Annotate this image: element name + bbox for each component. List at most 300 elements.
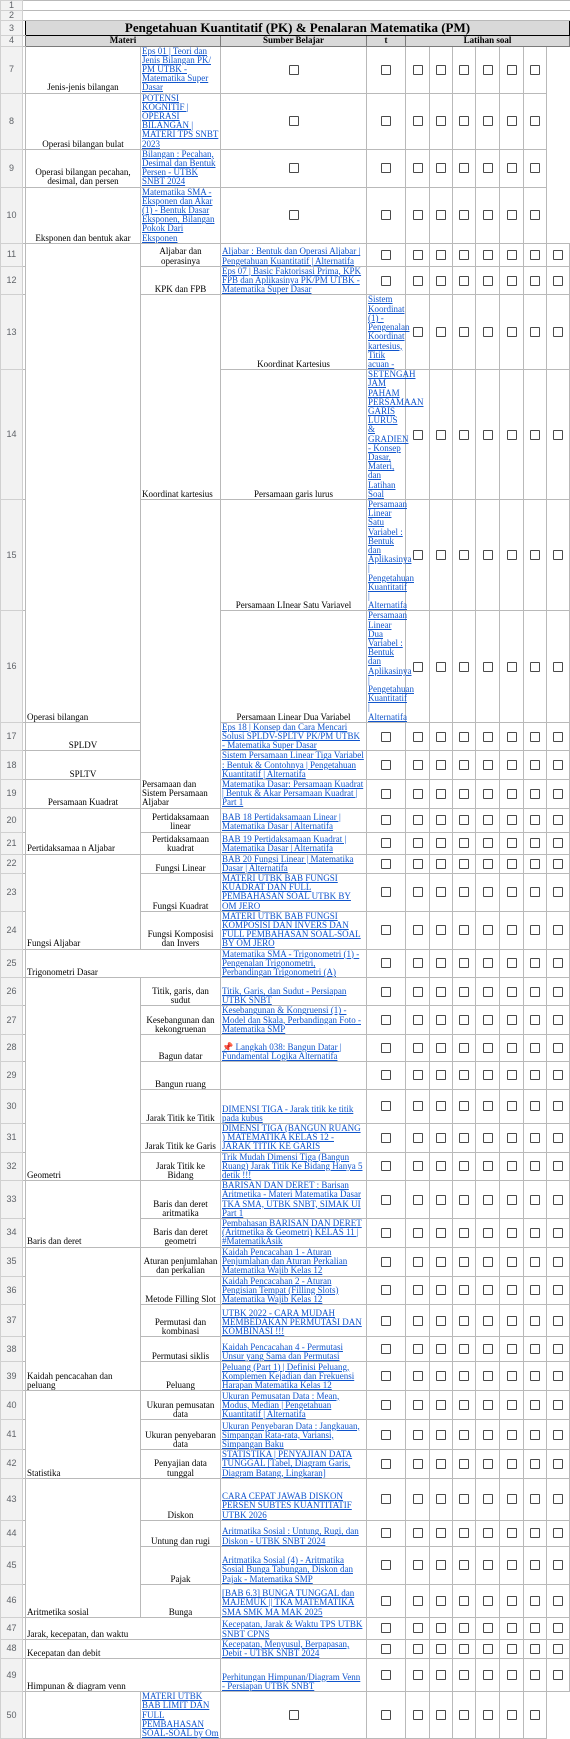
practice-checkbox-cell[interactable] [430, 874, 453, 912]
practice-checkbox-cell[interactable] [500, 1218, 524, 1247]
practice-checkbox-cell[interactable] [547, 1337, 570, 1362]
practice-checkbox-cell[interactable] [500, 1276, 524, 1305]
practice-checkbox-cell[interactable] [476, 1276, 500, 1305]
done-checkbox-cell[interactable] [367, 243, 406, 266]
practice-checkbox-cell[interactable] [453, 874, 476, 912]
practice-checkbox-cell[interactable] [500, 1034, 524, 1061]
practice-checkbox-cell[interactable] [406, 1247, 430, 1276]
practice-checkbox-cell[interactable] [500, 911, 524, 949]
checkbox[interactable] [413, 760, 423, 770]
checkbox[interactable] [413, 1623, 423, 1633]
practice-checkbox-cell[interactable] [524, 187, 547, 243]
practice-checkbox-cell[interactable] [453, 1520, 476, 1546]
checkbox[interactable] [459, 1623, 469, 1633]
subtopic-cell[interactable]: Operasi bilangan bulat [26, 93, 141, 149]
practice-checkbox-cell[interactable] [430, 1305, 453, 1337]
practice-checkbox-cell[interactable] [453, 1692, 476, 1739]
practice-checkbox-cell[interactable] [547, 780, 570, 809]
practice-checkbox-cell[interactable] [453, 722, 476, 751]
checkbox[interactable] [553, 1670, 563, 1680]
checkbox[interactable] [413, 987, 423, 997]
checkbox[interactable] [436, 1195, 446, 1205]
practice-checkbox-cell[interactable] [547, 808, 570, 832]
practice-checkbox-cell[interactable] [500, 1584, 524, 1617]
practice-checkbox-cell[interactable] [524, 1276, 547, 1305]
checkbox[interactable] [436, 430, 446, 440]
checkbox[interactable] [553, 276, 563, 286]
practice-checkbox-cell[interactable] [524, 611, 547, 722]
practice-checkbox-cell[interactable] [476, 295, 500, 370]
source-link[interactable]: Kaidah Pencacahan 1 - Aturan Penjumlahan dan Aturan Perkalian Matematika Wajib Kelas 12 [222, 1246, 348, 1276]
source-cell[interactable] [221, 832, 367, 854]
source-link[interactable]: CARA CEPAT JAWAB DISKON PERSEN SUBTES KUANTITATIF UTBK 2026 [222, 1491, 352, 1520]
practice-checkbox-cell[interactable] [476, 499, 500, 610]
checkbox[interactable] [507, 1560, 517, 1570]
checkbox[interactable] [483, 958, 493, 968]
checkbox[interactable] [553, 550, 563, 560]
source-cell[interactable] [221, 874, 367, 912]
checkbox[interactable] [507, 887, 517, 897]
checkbox[interactable] [413, 250, 423, 260]
checkbox[interactable] [483, 925, 493, 935]
checkbox[interactable] [507, 1596, 517, 1606]
source-cell[interactable] [221, 780, 367, 809]
source-link[interactable]: Matematika SMA - Trigonometri (1) - Pengenalan Trigonometri, Perbandingan Trigonometri (A) [222, 948, 360, 978]
practice-checkbox-cell[interactable] [406, 266, 430, 295]
practice-checkbox-cell[interactable] [476, 1617, 500, 1639]
checkbox[interactable] [459, 1101, 469, 1111]
checkbox[interactable] [413, 116, 423, 126]
source-link[interactable]: Peluang (Part 1) | Definisi Peluang, Komplemen Kejadian dan Frekuensi Harapan Matematika Kelas 12 [222, 1361, 355, 1390]
practice-checkbox-cell[interactable] [547, 370, 570, 500]
checkbox[interactable] [530, 887, 540, 897]
checkbox[interactable] [553, 887, 563, 897]
practice-checkbox-cell[interactable] [547, 1639, 570, 1658]
checkbox[interactable] [459, 732, 469, 742]
row-number[interactable]: 46 [1, 1584, 23, 1617]
checkbox[interactable] [483, 789, 493, 799]
practice-checkbox-cell[interactable] [406, 1034, 430, 1061]
subtopic-cell[interactable]: Aljabar dan operasinya [141, 243, 221, 266]
practice-checkbox-cell[interactable] [430, 1089, 453, 1123]
source-link[interactable]: Ukuran Penyebaran Data : Jangkauan, Simpangan Rata-rata, Variansi, Simpangan Baku [222, 1420, 360, 1449]
checkbox[interactable] [436, 276, 446, 286]
source-link[interactable]: MATERI UTBK BAB FUNGSI KUADRAT DAN FULL PEMBAHASAN SOAL UTBK BY OM JERO [222, 873, 351, 911]
practice-checkbox-cell[interactable] [476, 832, 500, 854]
checkbox[interactable] [413, 1430, 423, 1440]
practice-checkbox-cell[interactable] [406, 1123, 430, 1152]
source-cell[interactable] [221, 1391, 367, 1420]
practice-checkbox-cell[interactable] [430, 1478, 453, 1520]
practice-checkbox-cell[interactable] [430, 1692, 453, 1739]
practice-checkbox-cell[interactable] [547, 751, 570, 780]
practice-checkbox-cell[interactable] [406, 1692, 430, 1739]
practice-checkbox-cell[interactable] [406, 911, 430, 949]
practice-checkbox-cell[interactable] [500, 808, 524, 832]
checkbox[interactable] [413, 815, 423, 825]
practice-checkbox-cell[interactable] [547, 1420, 570, 1450]
source-cell[interactable] [367, 610, 414, 722]
practice-checkbox-cell[interactable] [547, 1152, 570, 1181]
practice-checkbox-cell[interactable] [476, 243, 500, 266]
checkbox[interactable] [413, 1459, 423, 1469]
empty-cell[interactable] [23, 1450, 26, 1479]
checkbox[interactable] [413, 65, 423, 75]
practice-checkbox-cell[interactable] [500, 1450, 524, 1479]
checkbox[interactable] [483, 1644, 493, 1654]
practice-checkbox-cell[interactable] [453, 1584, 476, 1617]
done-checkbox-cell[interactable] [367, 1006, 406, 1035]
done-checkbox-cell[interactable] [367, 874, 406, 912]
practice-checkbox-cell[interactable] [430, 1247, 453, 1276]
source-cell[interactable] [141, 187, 221, 243]
empty-cell[interactable] [23, 499, 26, 610]
practice-checkbox-cell[interactable] [453, 1006, 476, 1035]
practice-checkbox-cell[interactable] [406, 949, 430, 978]
practice-checkbox-cell[interactable] [453, 243, 476, 266]
checkbox[interactable] [530, 1596, 540, 1606]
checkbox[interactable] [459, 859, 469, 869]
subtopic-cell[interactable]: Metode Filling Slot [141, 1276, 221, 1305]
practice-checkbox-cell[interactable] [476, 1247, 500, 1276]
checkbox[interactable] [459, 987, 469, 997]
checkbox[interactable] [289, 210, 299, 220]
checkbox[interactable] [507, 1195, 517, 1205]
row-number[interactable]: 50 [1, 1692, 23, 1739]
practice-checkbox-cell[interactable] [453, 1659, 476, 1692]
practice-checkbox-cell[interactable] [547, 832, 570, 854]
practice-checkbox-cell[interactable] [547, 1276, 570, 1305]
checkbox[interactable] [530, 1316, 540, 1326]
row-number[interactable]: 20 [1, 808, 23, 832]
practice-checkbox-cell[interactable] [430, 295, 453, 370]
row-number[interactable]: 49 [1, 1659, 23, 1692]
checkbox[interactable] [413, 1257, 423, 1267]
checkbox[interactable] [459, 1459, 469, 1469]
practice-checkbox-cell[interactable] [430, 1123, 453, 1152]
source-cell[interactable] [221, 1520, 367, 1546]
row-number[interactable]: 18 [1, 751, 23, 780]
source-link[interactable]: Kaidah Pencacahan 4 - Permutasi Unsur yang Sama dan Permutasi [222, 1341, 343, 1361]
checkbox[interactable] [507, 1494, 517, 1504]
checkbox[interactable] [459, 1316, 469, 1326]
practice-checkbox-cell[interactable] [547, 949, 570, 978]
done-checkbox-cell[interactable] [367, 780, 406, 809]
practice-checkbox-cell[interactable] [524, 874, 547, 912]
checkbox[interactable] [381, 1257, 391, 1267]
practice-checkbox-cell[interactable] [524, 1420, 547, 1450]
practice-checkbox-cell[interactable] [453, 295, 476, 370]
checkbox[interactable] [436, 1494, 446, 1504]
checkbox[interactable] [459, 887, 469, 897]
practice-checkbox-cell[interactable] [524, 1152, 547, 1181]
practice-checkbox-cell[interactable] [524, 1305, 547, 1337]
practice-checkbox-cell[interactable] [430, 370, 453, 500]
done-checkbox-cell[interactable] [367, 1546, 406, 1584]
checkbox[interactable] [507, 1371, 517, 1381]
topic-cell[interactable]: Pertidaksamaa n Aljabar [26, 808, 141, 854]
checkbox[interactable] [436, 1459, 446, 1469]
checkbox[interactable] [459, 276, 469, 286]
source-cell[interactable] [221, 911, 367, 949]
subtopic-cell[interactable]: Pertidaksamaan linear [141, 808, 221, 832]
checkbox[interactable] [459, 838, 469, 848]
row-number[interactable]: 4 [1, 36, 23, 46]
practice-checkbox-cell[interactable] [453, 854, 476, 873]
row-number[interactable]: 33 [1, 1181, 23, 1219]
checkbox[interactable] [381, 1430, 391, 1440]
source-link[interactable]: Perhitungan Himpunan/Diagram Venn - Persiapan UTBK SNBT [222, 1671, 361, 1691]
empty-cell[interactable] [23, 1520, 26, 1546]
done-checkbox-cell[interactable] [367, 1450, 406, 1479]
checkbox[interactable] [507, 1710, 517, 1720]
source-cell[interactable] [221, 1276, 367, 1305]
practice-checkbox-cell[interactable] [547, 1450, 570, 1479]
practice-checkbox-cell[interactable] [524, 1546, 547, 1584]
practice-checkbox-cell[interactable] [453, 1420, 476, 1450]
checkbox[interactable] [413, 1070, 423, 1080]
checkbox[interactable] [530, 163, 540, 173]
practice-checkbox-cell[interactable] [547, 1659, 570, 1692]
checkbox[interactable] [530, 1560, 540, 1570]
checkbox[interactable] [413, 887, 423, 897]
practice-checkbox-cell[interactable] [524, 93, 547, 149]
checkbox[interactable] [530, 760, 540, 770]
practice-checkbox-cell[interactable] [453, 46, 476, 93]
row-number[interactable]: 30 [1, 1089, 23, 1123]
practice-checkbox-cell[interactable] [547, 1123, 570, 1152]
checkbox[interactable] [459, 815, 469, 825]
practice-checkbox-cell[interactable] [500, 1061, 524, 1089]
checkbox[interactable] [507, 815, 517, 825]
checkbox[interactable] [530, 1015, 540, 1025]
practice-checkbox-cell[interactable] [476, 1420, 500, 1450]
checkbox[interactable] [413, 163, 423, 173]
source-link[interactable]: Sistem Koordinat (1) - Pengenalan Koordinat kartesius, Titik acuan - [368, 294, 410, 369]
practice-checkbox-cell[interactable] [547, 243, 570, 266]
checkbox[interactable] [436, 815, 446, 825]
empty-cell[interactable] [23, 1034, 26, 1061]
checkbox[interactable] [553, 1161, 563, 1171]
practice-checkbox-cell[interactable] [500, 722, 524, 751]
practice-checkbox-cell[interactable] [476, 1123, 500, 1152]
checkbox[interactable] [459, 1043, 469, 1053]
practice-checkbox-cell[interactable] [430, 1362, 453, 1391]
empty-cell[interactable] [430, 11, 453, 21]
checkbox[interactable] [553, 1228, 563, 1238]
checkbox[interactable] [507, 276, 517, 286]
practice-checkbox-cell[interactable] [500, 751, 524, 780]
checkbox[interactable] [381, 1195, 391, 1205]
source-cell[interactable] [221, 1034, 367, 1061]
source-link[interactable]: Kaidah Pencacahan 2 - Aturan Pengisian Tempat (Filling Slots) Matematika Wajib Kelas 12 [222, 1275, 339, 1304]
practice-checkbox-cell[interactable] [524, 780, 547, 809]
checkbox[interactable] [289, 163, 299, 173]
practice-checkbox-cell[interactable] [406, 780, 430, 809]
practice-checkbox-cell[interactable] [500, 1391, 524, 1420]
checkbox[interactable] [483, 327, 493, 337]
subtopic-cell[interactable]: Peluang [141, 1362, 221, 1391]
done-checkbox-cell[interactable] [221, 46, 367, 93]
row-number[interactable]: 17 [1, 722, 23, 751]
checkbox[interactable] [530, 1228, 540, 1238]
row-number[interactable]: 47 [1, 1617, 23, 1639]
done-checkbox-cell[interactable] [367, 1123, 406, 1152]
practice-checkbox-cell[interactable] [430, 266, 453, 295]
checkbox[interactable] [530, 276, 540, 286]
checkbox[interactable] [530, 1195, 540, 1205]
row-number[interactable]: 11 [1, 243, 23, 266]
checkbox[interactable] [413, 662, 423, 672]
practice-checkbox-cell[interactable] [500, 93, 524, 149]
checkbox[interactable] [459, 1644, 469, 1654]
checkbox[interactable] [381, 1228, 391, 1238]
source-cell[interactable] [221, 751, 367, 780]
practice-checkbox-cell[interactable] [430, 911, 453, 949]
checkbox[interactable] [530, 1430, 540, 1440]
practice-checkbox-cell[interactable] [406, 1639, 430, 1658]
checkbox[interactable] [530, 1528, 540, 1538]
checkbox[interactable] [459, 1195, 469, 1205]
practice-checkbox-cell[interactable] [500, 295, 524, 370]
practice-checkbox-cell[interactable] [430, 1218, 453, 1247]
checkbox[interactable] [413, 1710, 423, 1720]
checkbox[interactable] [507, 116, 517, 126]
checkbox[interactable] [459, 760, 469, 770]
empty-cell[interactable] [453, 1, 476, 11]
checkbox[interactable] [553, 1494, 563, 1504]
practice-checkbox-cell[interactable] [500, 243, 524, 266]
checkbox[interactable] [530, 662, 540, 672]
checkbox[interactable] [413, 1285, 423, 1295]
subtopic-cell[interactable]: Jarak Titik ke Titik [141, 1089, 221, 1123]
practice-checkbox-cell[interactable] [524, 949, 547, 978]
checkbox[interactable] [459, 1228, 469, 1238]
checkbox[interactable] [530, 1257, 540, 1267]
done-checkbox-cell[interactable] [367, 949, 406, 978]
row-number[interactable]: 13 [1, 295, 23, 370]
empty-cell[interactable] [26, 1, 141, 11]
practice-checkbox-cell[interactable] [524, 1639, 547, 1658]
source-link[interactable]: Eps 18 | Konsep dan Cara Mencari Solusi SPLDV-SPLTV PK/PM UTBK - Matematika Super Dasar [222, 721, 360, 751]
practice-checkbox-cell[interactable] [524, 1584, 547, 1617]
checkbox[interactable] [507, 838, 517, 848]
practice-checkbox-cell[interactable] [406, 1006, 430, 1035]
checkbox[interactable] [507, 925, 517, 935]
practice-checkbox-cell[interactable] [476, 1362, 500, 1391]
checkbox[interactable] [436, 550, 446, 560]
checkbox[interactable] [436, 732, 446, 742]
topic-cell[interactable]: Persamaan dan Sistem Persamaan Aljabar [141, 499, 221, 808]
practice-checkbox-cell[interactable] [453, 370, 476, 500]
empty-cell[interactable] [26, 11, 141, 21]
checkbox[interactable] [507, 1344, 517, 1354]
checkbox[interactable] [381, 789, 391, 799]
checkbox[interactable] [483, 1623, 493, 1633]
checkbox[interactable] [553, 1195, 563, 1205]
row-number[interactable]: 8 [1, 93, 23, 149]
source-cell[interactable] [141, 1692, 221, 1739]
checkbox[interactable] [459, 327, 469, 337]
practice-checkbox-cell[interactable] [453, 1305, 476, 1337]
practice-checkbox-cell[interactable] [406, 832, 430, 854]
source-cell[interactable] [221, 1305, 367, 1337]
empty-cell[interactable] [430, 1, 453, 11]
checkbox[interactable] [381, 1133, 391, 1143]
source-cell[interactable] [221, 808, 367, 832]
practice-checkbox-cell[interactable] [453, 1152, 476, 1181]
empty-cell[interactable] [23, 1584, 26, 1617]
practice-checkbox-cell[interactable] [547, 1181, 570, 1219]
row-number[interactable]: 28 [1, 1034, 23, 1061]
checkbox[interactable] [381, 1316, 391, 1326]
source-cell[interactable] [221, 1659, 367, 1692]
practice-checkbox-cell[interactable] [547, 1247, 570, 1276]
source-link[interactable]: Trik Mudah Dimensi Tiga (Bangun Ruang) Jarak Titik Ke Bidang Hanya 5 detik !!! [222, 1151, 363, 1180]
practice-checkbox-cell[interactable] [406, 1420, 430, 1450]
practice-checkbox-cell[interactable] [430, 1639, 453, 1658]
practice-checkbox-cell[interactable] [547, 1478, 570, 1520]
done-checkbox-cell[interactable] [367, 1034, 406, 1061]
checkbox[interactable] [459, 1710, 469, 1720]
practice-checkbox-cell[interactable] [500, 1659, 524, 1692]
checkbox[interactable] [436, 1710, 446, 1720]
practice-checkbox-cell[interactable] [500, 1639, 524, 1658]
practice-checkbox-cell[interactable] [476, 1218, 500, 1247]
checkbox[interactable] [553, 838, 563, 848]
practice-checkbox-cell[interactable] [547, 854, 570, 873]
source-link[interactable]: BAB 19 Pertidaksamaan Kuadrat | Matematika Dasar | Alternatifa [222, 834, 347, 854]
practice-checkbox-cell[interactable] [524, 266, 547, 295]
checkbox[interactable] [530, 1161, 540, 1171]
practice-checkbox-cell[interactable] [430, 1391, 453, 1420]
practice-checkbox-cell[interactable] [476, 1152, 500, 1181]
practice-checkbox-cell[interactable] [453, 1362, 476, 1391]
row-number[interactable]: 44 [1, 1520, 23, 1546]
checkbox[interactable] [381, 65, 391, 75]
checkbox[interactable] [459, 1430, 469, 1440]
empty-cell[interactable] [221, 1, 367, 11]
row-number[interactable]: 12 [1, 266, 23, 295]
empty-cell[interactable] [141, 11, 221, 21]
practice-checkbox-cell[interactable] [453, 978, 476, 1006]
practice-checkbox-cell[interactable] [500, 1362, 524, 1391]
checkbox[interactable] [483, 163, 493, 173]
done-checkbox-cell[interactable] [221, 187, 367, 243]
topic-cell[interactable]: Kaidah pencacahan dan peluang [26, 1247, 141, 1391]
empty-cell[interactable] [23, 1061, 26, 1089]
practice-checkbox-cell[interactable] [406, 1520, 430, 1546]
checkbox[interactable] [530, 838, 540, 848]
empty-cell[interactable] [23, 266, 26, 295]
checkbox[interactable] [530, 1101, 540, 1111]
checkbox[interactable] [507, 1528, 517, 1538]
practice-checkbox-cell[interactable] [500, 949, 524, 978]
practice-checkbox-cell[interactable] [430, 1617, 453, 1639]
checkbox[interactable] [459, 65, 469, 75]
checkbox[interactable] [413, 1344, 423, 1354]
row-number[interactable]: 3 [1, 21, 23, 36]
subtopic-cell[interactable]: Persamaan Kuadrat [26, 780, 141, 809]
practice-checkbox-cell[interactable] [476, 808, 500, 832]
practice-checkbox-cell[interactable] [453, 808, 476, 832]
checkbox[interactable] [381, 815, 391, 825]
checkbox[interactable] [507, 1285, 517, 1295]
subtopic-cell[interactable]: KPK dan FPB [141, 266, 221, 295]
checkbox[interactable] [459, 1494, 469, 1504]
row-number[interactable]: 23 [1, 874, 23, 912]
practice-checkbox-cell[interactable] [547, 722, 570, 751]
